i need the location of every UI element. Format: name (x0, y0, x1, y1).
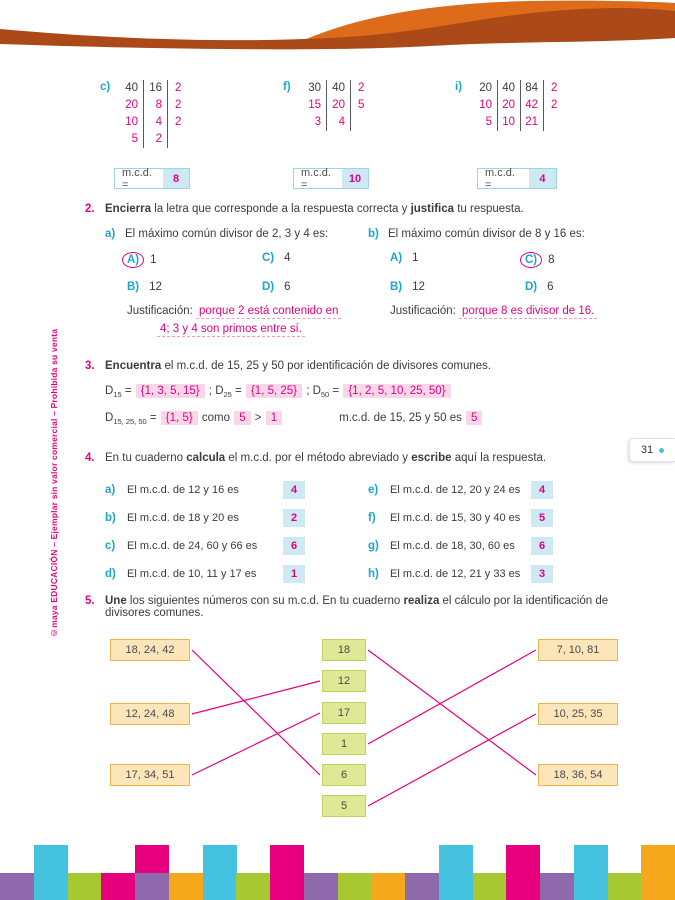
exercise-columns (105, 476, 647, 588)
item-text: El m.c.d. de 24, 60 y 66 es (127, 540, 258, 552)
justification-answer: 4; 3 y 4 son primos entre sí. (157, 323, 305, 337)
mcd-exercise-item (368, 504, 631, 532)
option-value: 1 (150, 254, 157, 266)
mcd-value: 4 (529, 169, 557, 188)
ladder-divisor: 2 (175, 116, 182, 128)
footer-color-block (236, 873, 270, 900)
footer-color-block (506, 873, 540, 900)
footer-color-block (439, 845, 473, 873)
item-text: El m.c.d. de 15, 30 y 40 es (390, 512, 521, 524)
ladder-number: 10 (120, 114, 144, 131)
ladder-number: 10 (498, 114, 521, 131)
ladder-divisor: 2 (551, 99, 558, 111)
text-segment: escribe (411, 452, 452, 464)
footer-decoration (0, 845, 675, 900)
ladder-number: 30 (303, 80, 327, 97)
match-mcd-box: 1 (322, 733, 366, 755)
justification-label: Justificación: (127, 305, 197, 317)
footer-color-block (608, 873, 642, 900)
ladder-number: 5 (120, 131, 144, 148)
mcd-exercise-item (105, 532, 368, 560)
question-a-block (105, 228, 368, 337)
option-letter: B) (127, 281, 140, 293)
item-letter: f) (368, 512, 376, 524)
section-4-intro (105, 452, 647, 464)
ladder-number: 20 (475, 80, 498, 97)
item-answer: 3 (531, 565, 553, 583)
question-b-block (368, 228, 647, 337)
section-2 (85, 203, 647, 337)
option (262, 281, 368, 293)
text-segment: D (105, 385, 114, 397)
item-text: El m.c.d. de 18, 30, 60 es (390, 540, 515, 552)
ladder-number: 84 (521, 80, 544, 97)
footer-color-block (135, 873, 169, 900)
item-text: El m.c.d. de 12 y 16 es (127, 484, 239, 496)
text-segment: el m.c.d. de 15, 25 y 50 por identificación de divisores comunes. (161, 360, 492, 372)
text-segment: 15 (113, 390, 122, 399)
mcd-answer-box (114, 168, 190, 189)
section-2-number: 2. (85, 203, 95, 215)
ladder-divisor: 2 (175, 82, 182, 94)
item-letter: b) (105, 512, 116, 524)
text-segment: ; D (303, 385, 321, 397)
question-columns (105, 228, 647, 337)
mcd-exercise-item (368, 532, 631, 560)
option-value: 4 (284, 252, 291, 264)
ladder-table (303, 80, 364, 131)
footer-color-block (540, 873, 574, 900)
option-letter: D) (262, 281, 275, 293)
ladder-row (120, 131, 181, 148)
item-text: El m.c.d. de 12, 21 y 33 es (390, 568, 521, 580)
justification-answer: porque 8 es divisor de 16. (459, 305, 597, 319)
option-letter: A) (390, 252, 403, 264)
match-left-box: 17, 34, 51 (110, 764, 190, 786)
mcd-exercise-item (105, 560, 368, 588)
section-2-intro (105, 203, 647, 215)
option (525, 252, 647, 268)
mcd-answer-box (293, 168, 369, 189)
ladder-number: 2 (144, 131, 168, 148)
question-line (105, 228, 368, 240)
section-5 (85, 595, 647, 619)
ladder-label: c) (100, 81, 111, 93)
option-letter: D) (525, 281, 538, 293)
highlighted-answer: {1, 2, 5, 10, 25, 50} (343, 384, 450, 398)
item-letter: h) (368, 568, 379, 580)
option (262, 252, 368, 268)
ladder-number: 5 (475, 114, 498, 131)
ladder-divisor: 2 (175, 99, 182, 111)
text-segment: como (198, 412, 234, 424)
ladder-number: 4 (144, 114, 168, 131)
ladder-divisor: 2 (551, 82, 558, 94)
division-ladder (100, 80, 181, 200)
mcd-label: m.c.d. = (122, 166, 152, 191)
footer-color-block (169, 873, 203, 900)
text-segment: justifica (410, 203, 455, 215)
section-3 (85, 360, 647, 426)
mcd-exercise-item (368, 476, 631, 504)
justification-answer: porque 2 está contenido en (196, 305, 341, 319)
circled-option-letter: A) (122, 252, 144, 268)
option-value: 6 (547, 281, 554, 293)
highlighted-answer: {1, 5, 25} (246, 384, 302, 398)
section-3-number: 3. (85, 360, 95, 372)
question-letter: a) (105, 228, 116, 240)
ladder-number: 20 (327, 97, 351, 114)
text-segment: ; D (205, 385, 224, 397)
text-segment: el cálculo por la identificación de divisores comunes. (105, 595, 609, 619)
option (127, 281, 262, 293)
ladder-number: 40 (498, 80, 521, 97)
top-banner-decoration (0, 0, 675, 60)
text-segment: Encuentra (105, 360, 162, 372)
text-segment: Encierra (105, 203, 152, 215)
text-segment: = (121, 385, 135, 397)
ladder-number: 4 (327, 114, 351, 131)
ladder-number: 20 (120, 97, 144, 114)
match-line (368, 650, 536, 775)
ladder-divisor (351, 114, 358, 131)
item-answer: 4 (531, 481, 553, 499)
footer-color-block (34, 873, 68, 900)
options-grid (390, 252, 647, 293)
text-segment: = (329, 385, 343, 397)
match-right-box: 18, 36, 54 (538, 764, 618, 786)
text-segment: 15, 25, 50 (113, 417, 147, 426)
section-4-number: 4. (85, 452, 95, 464)
footer-color-block (641, 845, 675, 873)
ladder-number: 40 (120, 80, 144, 97)
footer-color-block (203, 845, 237, 873)
question-text: El máximo común divisor de 8 y 16 es: (388, 228, 585, 240)
match-mcd-box: 17 (322, 702, 366, 724)
question-letter: b) (368, 228, 379, 240)
mcd-value: 8 (163, 169, 189, 188)
option (127, 252, 262, 268)
footer-color-block (641, 873, 675, 900)
exercise-column-right (368, 476, 631, 588)
footer-color-block (371, 873, 405, 900)
text-segment: 50 (320, 390, 330, 399)
footer-color-block (270, 845, 304, 873)
section-5-number: 5. (85, 595, 95, 607)
ladder-number: 10 (475, 97, 498, 114)
question-line (368, 228, 647, 240)
ladder-number: 42 (521, 97, 544, 114)
footer-color-block (473, 873, 507, 900)
ladder-number: 21 (521, 114, 544, 131)
match-line (192, 713, 320, 775)
ladder-row (120, 97, 181, 114)
footer-color-block (304, 873, 338, 900)
option (525, 281, 647, 293)
highlighted-answer: {1, 5} (161, 411, 198, 425)
match-right-box: 7, 10, 81 (538, 639, 618, 661)
footer-color-block (68, 873, 102, 900)
section-5-intro (105, 595, 647, 619)
option (390, 252, 525, 268)
text-segment: aquí la respuesta. (451, 452, 547, 464)
options-grid (127, 252, 368, 293)
option (390, 281, 525, 293)
footer-color-block (506, 845, 540, 873)
item-answer: 6 (531, 537, 553, 555)
match-mcd-box: 6 (322, 764, 366, 786)
text-segment: el m.c.d. por el método abreviado y (225, 452, 412, 464)
footer-color-block (405, 873, 439, 900)
option-value: 12 (412, 281, 425, 293)
text-segment: Une (105, 595, 127, 607)
match-mcd-box: 5 (322, 795, 366, 817)
footer-color-block (338, 873, 372, 900)
footer-color-block (574, 845, 608, 873)
common-divisors-line (105, 412, 647, 426)
match-lines (85, 630, 647, 830)
footer-color-block (135, 845, 169, 873)
text-segment: D (105, 412, 114, 424)
mcd-label: m.c.d. = (485, 166, 515, 191)
text-segment: calcula (186, 452, 226, 464)
mcd-answer-box (477, 168, 557, 189)
mcd-label: m.c.d. = (301, 166, 331, 191)
text-segment: m.c.d. de 15, 25 y 50 es (339, 412, 466, 424)
highlighted-answer: 1 (266, 411, 282, 425)
item-letter: a) (105, 484, 116, 496)
text-segment: > (251, 412, 265, 424)
match-left-box: 18, 24, 42 (110, 639, 190, 661)
mcd-value: 10 (342, 169, 368, 188)
item-answer: 4 (283, 481, 305, 499)
matching-area (85, 630, 647, 830)
ladder-row (120, 80, 181, 97)
justification (127, 305, 368, 337)
footer-color-block (439, 873, 473, 900)
ladder-divisor (168, 131, 175, 148)
text-segment: = (231, 385, 245, 397)
text-segment: = (146, 412, 160, 424)
text-segment: los siguientes números con su m.c.d. En tu cuaderno (126, 595, 404, 607)
item-answer: 5 (531, 509, 553, 527)
division-ladder (455, 80, 557, 200)
footer-color-block (203, 873, 237, 900)
ladder-number: 40 (327, 80, 351, 97)
option-value: 6 (284, 281, 291, 293)
item-answer: 6 (283, 537, 305, 555)
match-line (368, 650, 536, 744)
ladder-divisor (544, 114, 551, 131)
highlighted-answer: 5 (234, 411, 250, 425)
match-mcd-box: 18 (322, 639, 366, 661)
match-line (192, 650, 320, 775)
justification (390, 305, 647, 317)
option-value: 1 (412, 252, 419, 264)
ladder-table (475, 80, 557, 131)
section-3-intro (105, 360, 647, 372)
footer-color-block (101, 873, 135, 900)
page-number: 31 (640, 444, 654, 456)
match-mcd-box: 12 (322, 670, 366, 692)
ladder-number: 3 (303, 114, 327, 131)
copyright-sidebar-text: ©maya EDUCACIÓN – Ejemplar sin valor comercial – Prohibida su venta (49, 328, 59, 638)
item-letter: d) (105, 568, 116, 580)
justification-label: Justificación: (390, 305, 460, 317)
ladder-row (475, 80, 557, 97)
match-right-box: 10, 25, 35 (538, 703, 618, 725)
footer-color-block (0, 873, 34, 900)
text-segment: la letra que corresponde a la respuesta correcta y (151, 203, 411, 215)
ladder-row (303, 97, 364, 114)
ladder-row (475, 114, 557, 131)
option-value: 8 (548, 254, 555, 266)
highlighted-answer: {1, 3, 5, 15} (136, 384, 205, 398)
option-letter: C) (262, 252, 275, 264)
ladder-number: 15 (303, 97, 327, 114)
match-line (368, 714, 536, 806)
match-left-box: 12, 24, 48 (110, 703, 190, 725)
ladder-number: 16 (144, 80, 168, 97)
item-letter: g) (368, 540, 379, 552)
ladder-label: i) (455, 81, 463, 93)
ladder-label: f) (283, 81, 291, 93)
item-text: El m.c.d. de 18 y 20 es (127, 512, 239, 524)
ladder-number: 8 (144, 97, 168, 114)
circled-option-letter: C) (520, 252, 542, 268)
item-letter: c) (105, 540, 116, 552)
ladder-row (303, 80, 364, 97)
question-text: El máximo común divisor de 2, 3 y 4 es: (125, 228, 329, 240)
division-ladder (283, 80, 364, 200)
highlighted-answer: 5 (466, 411, 482, 425)
item-letter: e) (368, 484, 379, 496)
footer-color-block (574, 873, 608, 900)
ladder-row (120, 114, 181, 131)
item-text: El m.c.d. de 10, 11 y 17 es (127, 568, 257, 580)
exercise-column-left (105, 476, 368, 588)
mcd-exercise-item (105, 476, 368, 504)
text-segment: realiza (403, 595, 440, 607)
text-segment: 25 (223, 390, 232, 399)
mcd-exercise-item (368, 560, 631, 588)
footer-color-block (34, 845, 68, 873)
ladder-row (475, 97, 557, 114)
ladder-row (303, 114, 364, 131)
option-letter: B) (390, 281, 403, 293)
page-number-dot-icon (659, 448, 664, 453)
text-segment: En tu cuaderno (105, 452, 187, 464)
item-text: El m.c.d. de 12, 20 y 24 es (390, 484, 521, 496)
ladder-divisor: 2 (358, 82, 365, 94)
ladder-divisor: 5 (358, 99, 365, 111)
option-value: 12 (149, 281, 162, 293)
item-answer: 2 (283, 509, 305, 527)
match-line (192, 681, 320, 714)
mcd-exercise-item (105, 504, 368, 532)
section-4 (85, 452, 647, 588)
item-answer: 1 (283, 565, 305, 583)
divisor-sets-line (105, 385, 647, 399)
footer-color-block (270, 873, 304, 900)
text-segment: tu respuesta. (454, 203, 524, 215)
ladder-table (120, 80, 181, 148)
ladder-number: 20 (498, 97, 521, 114)
